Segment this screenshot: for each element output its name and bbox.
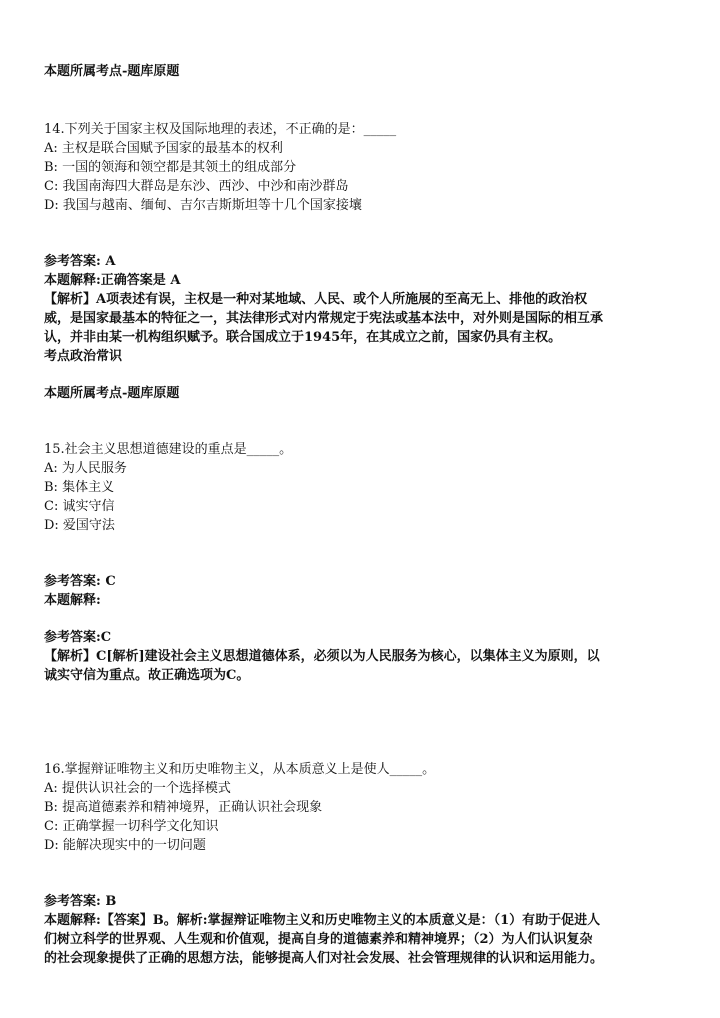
q16-option-d: D: 能解决现实中的一切问题: [44, 838, 206, 853]
q15-option-c: C: 诚实守信: [44, 499, 115, 514]
q16-option-c: C: 正确掌握一切科学文化知识: [44, 819, 219, 834]
q15-option-a: A: 为人民服务: [44, 461, 127, 476]
q15-option-b: B: 集体主义: [44, 480, 115, 495]
q14-explain-line: 认，并非由某一机构组织赋予。联合国成立于1945年，在其成立之前，国家仍具有主权。: [44, 330, 562, 345]
q16-answer: 参考答案: B: [44, 894, 117, 909]
question-15: 15.社会主义思想道德建设的重点是_____。: [44, 442, 293, 457]
q15-answer-2: 参考答案:C: [44, 630, 112, 645]
q15-explain-line: 诚实守信为重点。故正确选项为C。: [44, 668, 250, 683]
q14-source: 本题所属考点-题库原题: [44, 386, 180, 401]
q14-option-c: C: 我国南海四大群岛是东沙、西沙、中沙和南沙群岛: [44, 179, 349, 194]
question-16: 16.掌握辩证唯物主义和历史唯物主义，从本质意义上是使人_____。: [44, 762, 436, 777]
q15-explain-line: 【解析】C[解析]建设社会主义思想道德体系，必须以为人民服务为核心，以集体主义为原则，以: [44, 649, 600, 664]
q14-option-a: A: 主权是联合国赋予国家的最基本的权利: [44, 141, 283, 156]
source-label: 本题所属考点-题库原题: [44, 64, 180, 79]
q15-answer: 参考答案: C: [44, 574, 116, 589]
q14-topic: 考点政治常识: [44, 349, 123, 364]
q16-option-a: A: 提供认识社会的一个选择模式: [44, 781, 231, 796]
q15-explain-head: 本题解释:: [44, 593, 101, 608]
question-14: 14.下列关于国家主权及国际地理的表述，不正确的是：_____: [44, 122, 397, 137]
q14-option-d: D: 我国与越南、缅甸、吉尔吉斯斯坦等十几个国家接壤: [44, 198, 362, 213]
q16-explain-line: 本题解释:【答案】B。解析:掌握辩证唯物主义和历史唯物主义的本质意义是：（1）有助于促进人: [44, 913, 601, 928]
q14-option-b: B: 一国的领海和领空都是其领土的组成部分: [44, 160, 297, 175]
q14-explain-line: 威，是国家最基本的特征之一，其法律形式对内常规定于宪法或基本法中，对外则是国际的相互承: [44, 311, 604, 326]
q14-answer: 参考答案: A: [44, 254, 116, 269]
q16-option-b: B: 提高道德素养和精神境界，正确认识社会现象: [44, 800, 323, 815]
q16-explain-line: 的社会现象提供了正确的思想方法，能够提高人们对社会发展、社会管理规律的认识和运用能力。: [44, 951, 604, 966]
q16-explain-line: 们树立科学的世界观、人生观和价值观，提高自身的道德素养和精神境界；（2）为人们认识复杂: [44, 932, 593, 947]
q14-explain-line: 【解析】A项表述有误，主权是一种对某地域、人民、或个人所施展的至高无上、排他的政治权: [44, 292, 588, 307]
q14-explain-head: 本题解释:正确答案是 A: [44, 273, 181, 288]
q15-option-d: D: 爱国守法: [44, 518, 115, 533]
